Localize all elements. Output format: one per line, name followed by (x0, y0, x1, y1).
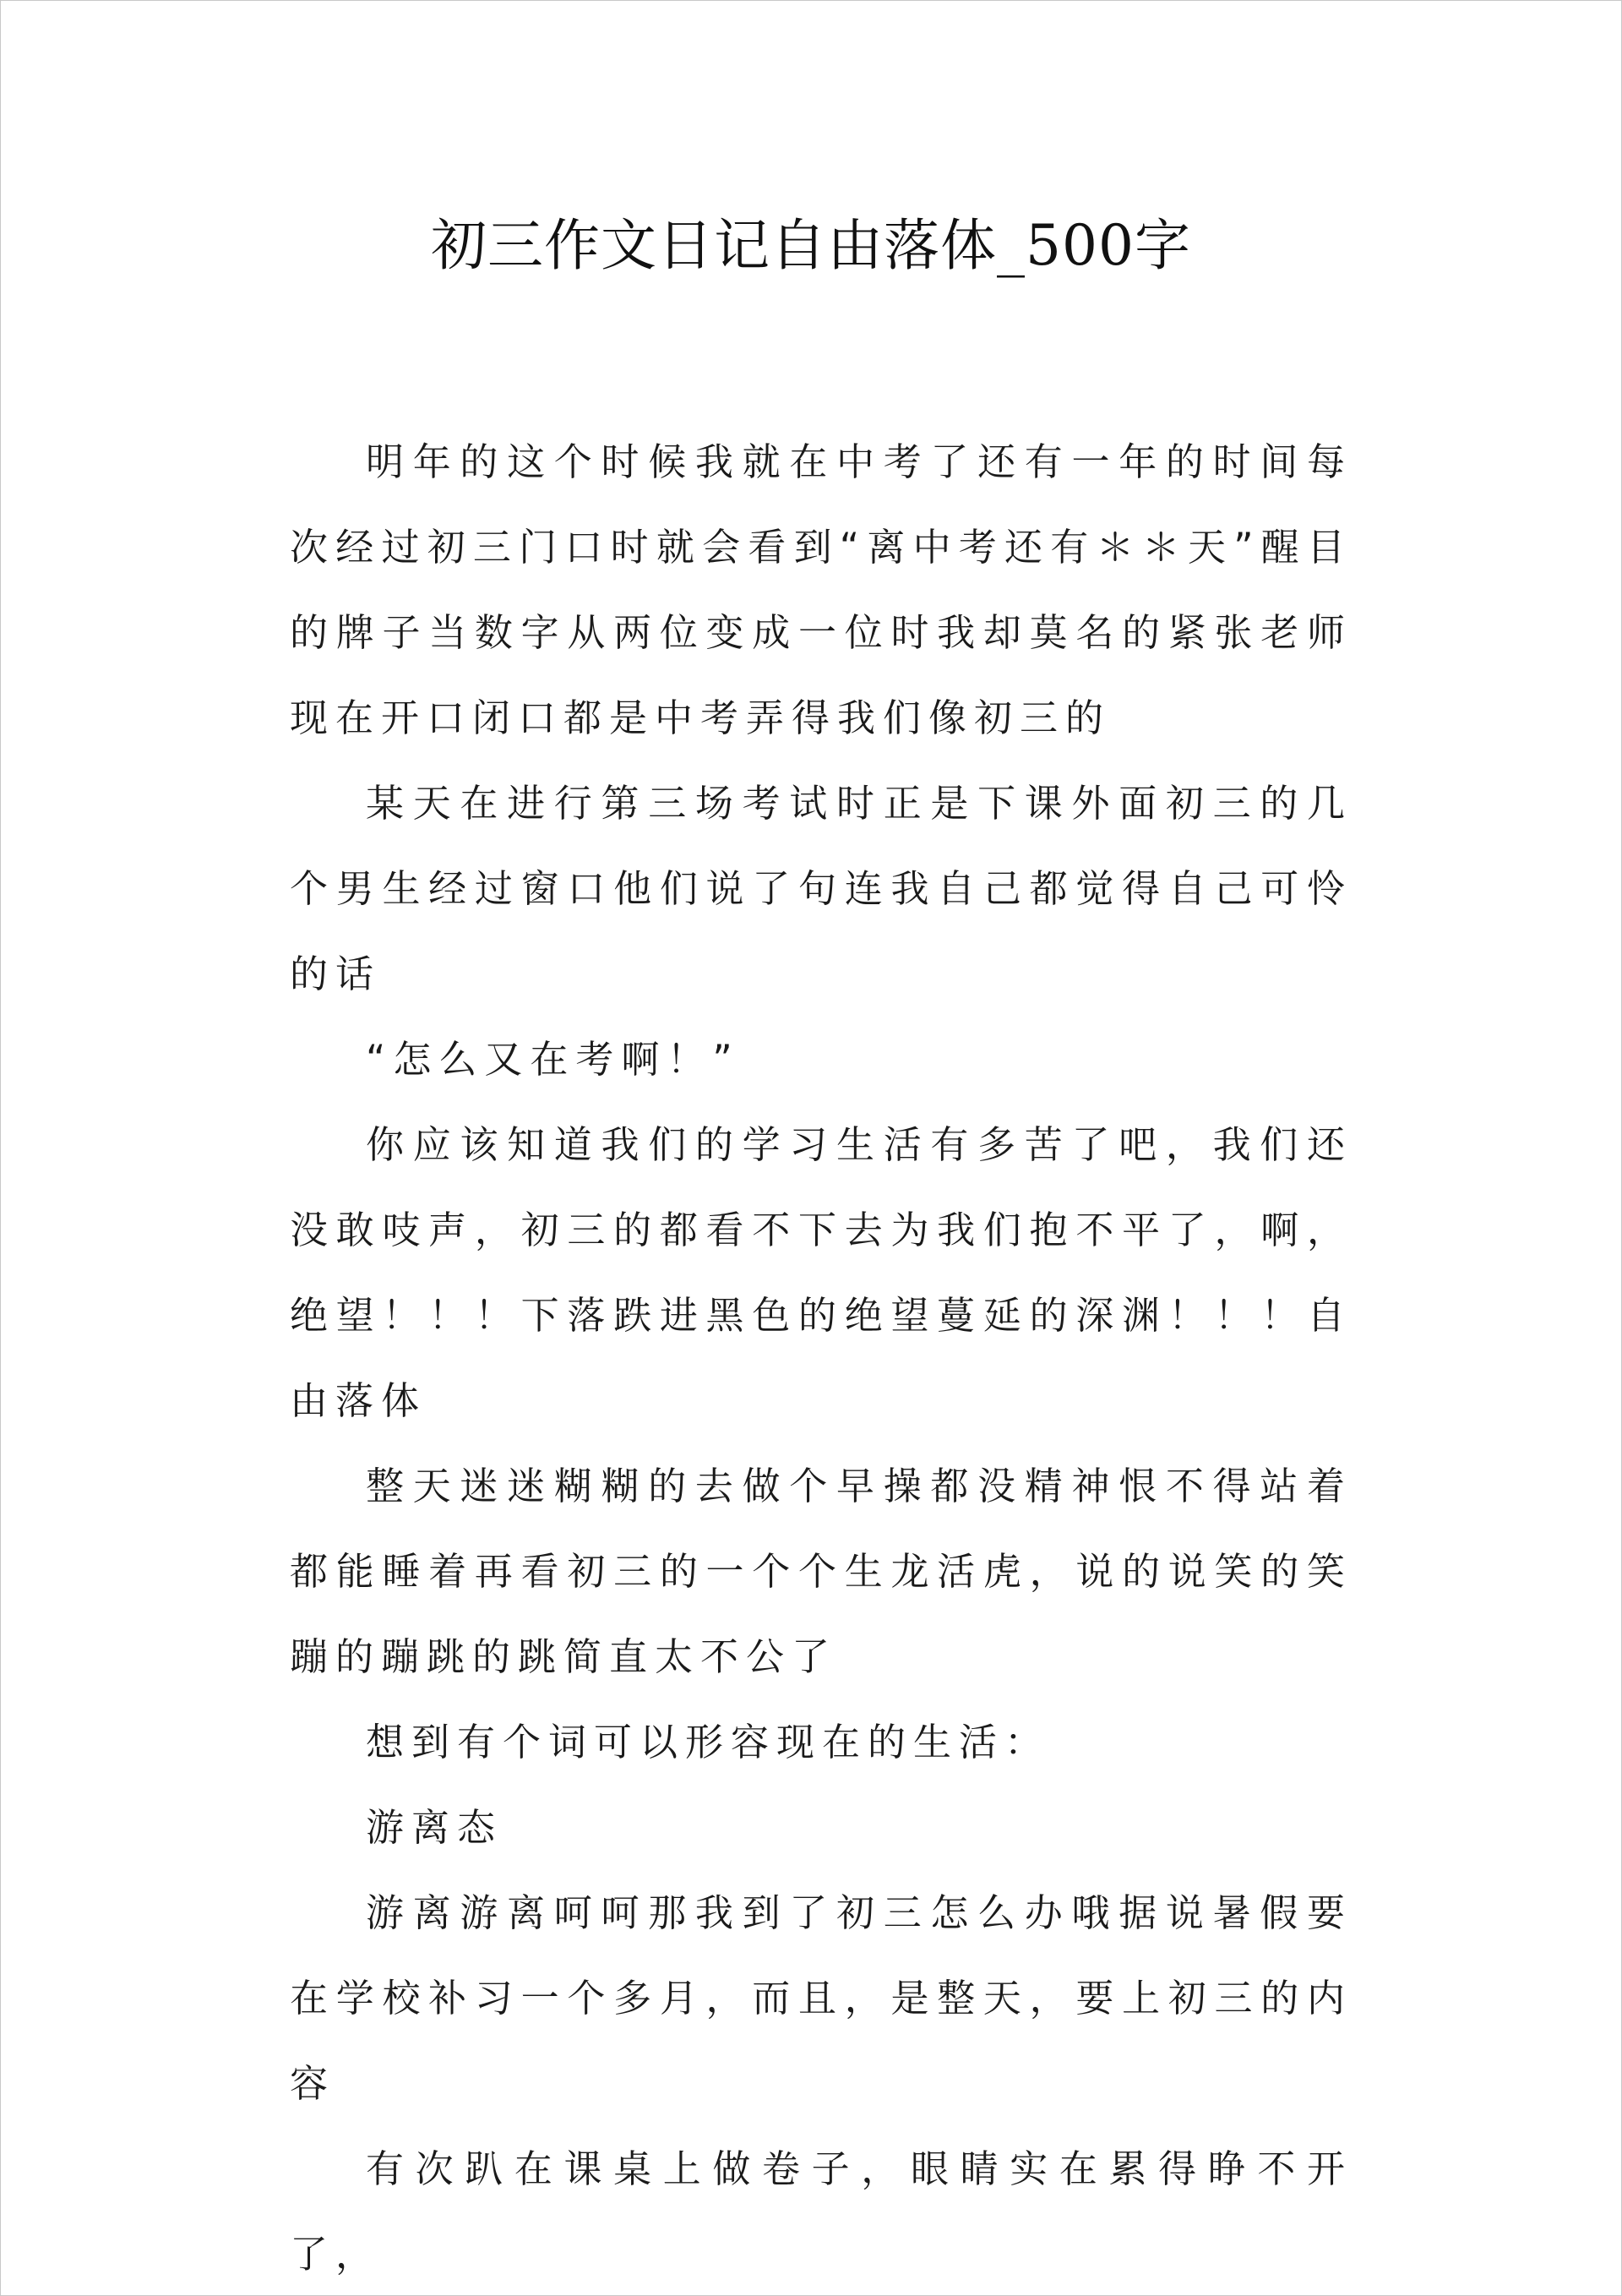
paragraph-8: 游离游离呵呵那我到了初三怎么办哦据说暑假要在学校补习一个多月，而且，是整天，要上初三的内容 (290, 1890, 1353, 2106)
paragraph-2: 某天在进行第三场考试时正是下课外面初三的几个男生经过窗口他们说了句连我自己都觉得自己可怜的话 (290, 781, 1353, 996)
paragraph-3: “怎么又在考啊！” (366, 1037, 740, 1082)
paragraph-6: 想到有个词可以形容现在的生活： (366, 1720, 1051, 1764)
paragraph-1: 明年的这个时候我就在中考了还有一年的时间每次经过初三门口时就会看到“离中考还有＊＊天”醒目的牌子当数字从两位变成一位时我却莫名的紧张老师现在开口闭口都是中考弄得我们像初三的 (290, 439, 1353, 740)
document-title: 初三作文日记自由落体_500字 (431, 213, 1191, 278)
document-body (290, 419, 1353, 2296)
paragraph-9: 有次趴在课桌上做卷子，眼睛实在累得睁不开了， (290, 2146, 1353, 2277)
paragraph-7: 游离态 (366, 1805, 503, 1850)
paragraph-4: 你应该知道我们的学习生活有多苦了吧，我们还没敢吱声，初三的都看不下去为我们抱不平了，啊，绝望！！！下落跌进黑色的绝望蔓延的深渊！！！自由落体 (290, 1122, 1353, 1423)
paragraph-5: 整天迷迷糊糊的去做个早操都没精神恨不得站着都能睡着再看初三的一个个生龙活虎，说的说笑的笑蹦的蹦跳的跳简直太不公了 (290, 1464, 1353, 1679)
